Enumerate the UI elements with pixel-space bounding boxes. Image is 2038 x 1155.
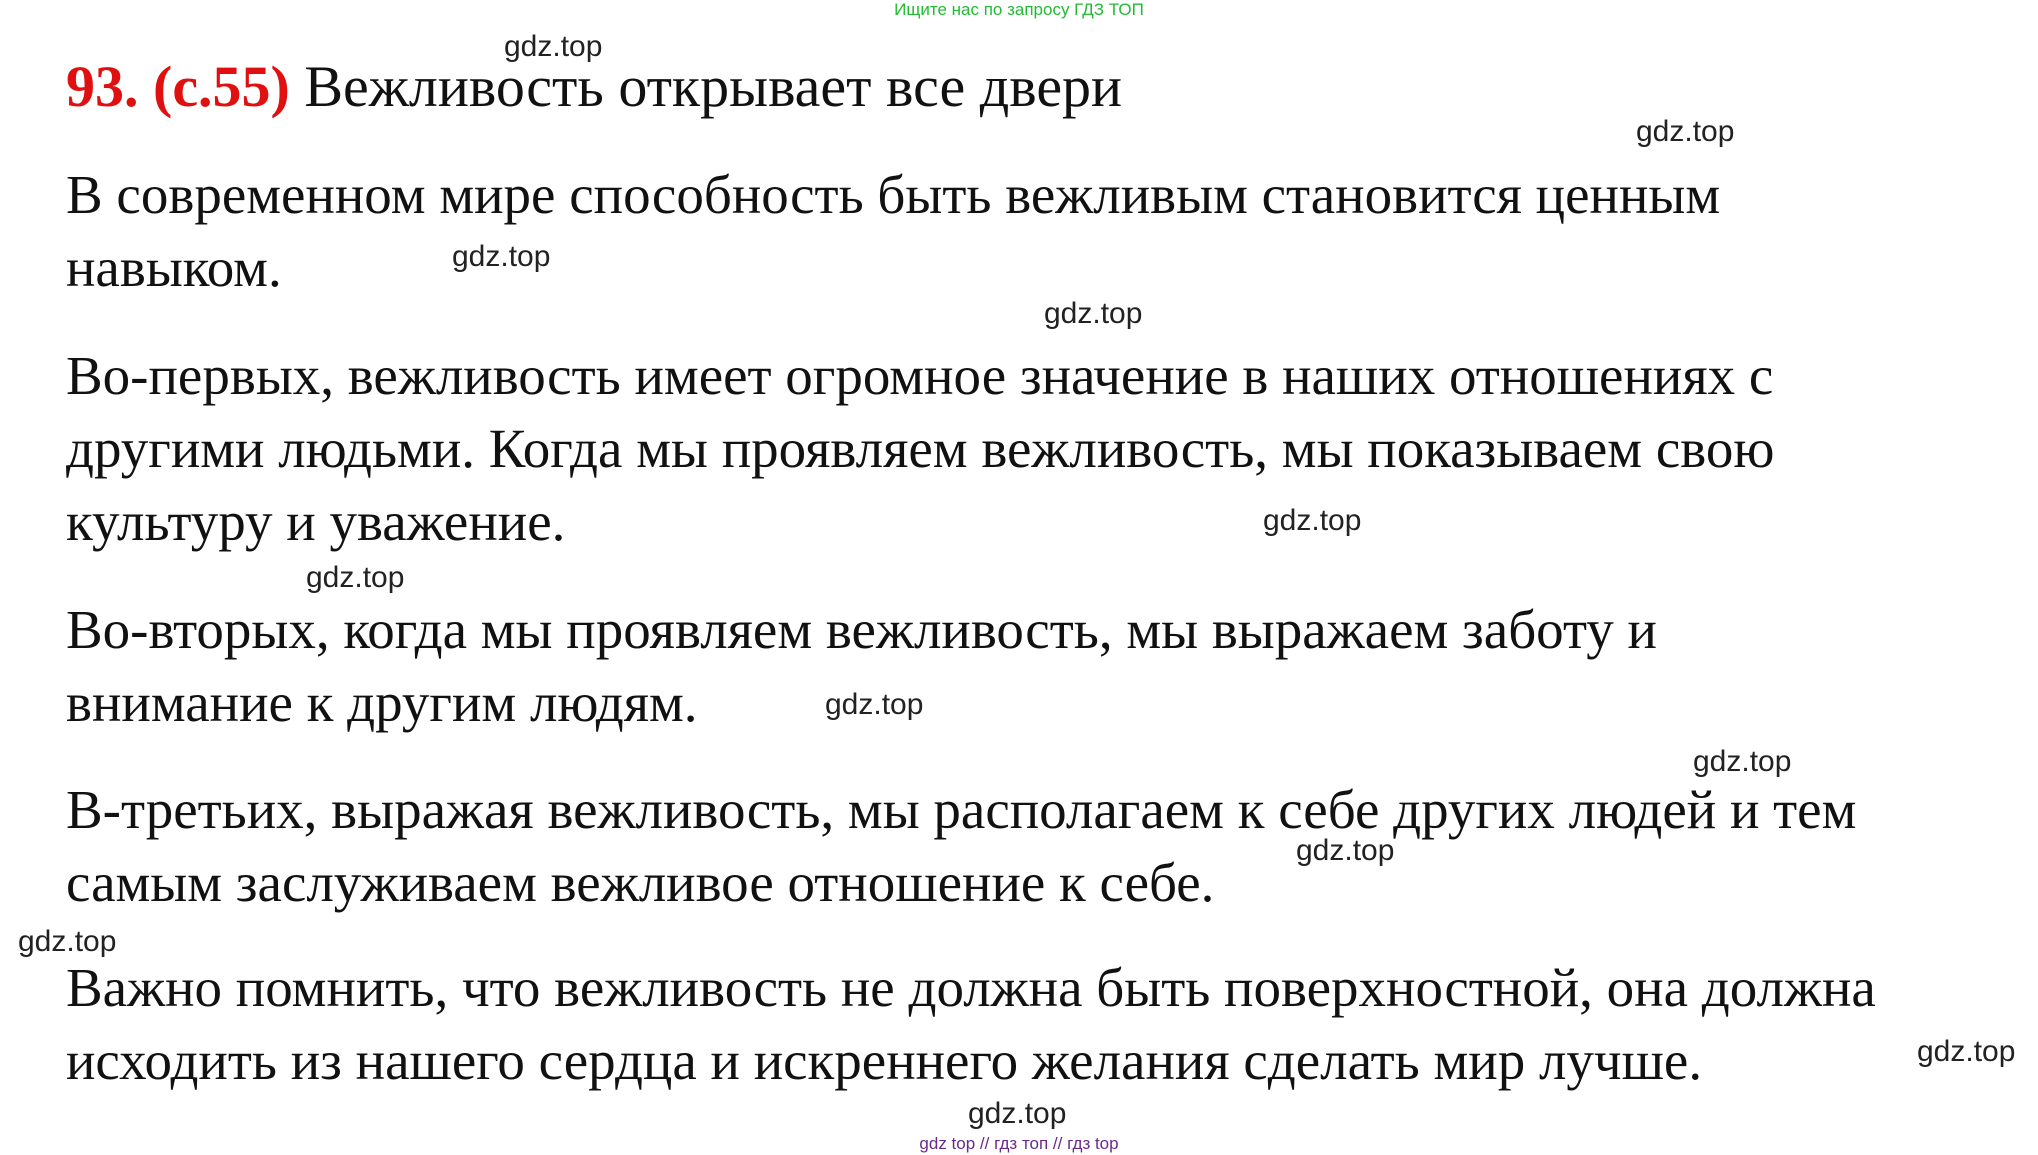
paragraph-third — [66, 773, 1856, 919]
text-line: внимание к другим людям. — [66, 672, 698, 733]
text-line: Во-вторых, когда мы проявляем вежливость, мы выражаем заботу и — [66, 599, 1657, 660]
watermark: gdz.top — [18, 925, 117, 958]
text-line: другими людьми. Когда мы проявляем вежливость, мы показываем свою — [66, 418, 1775, 479]
top-search-note: Ищите нас по запросу ГДЗ ТОП — [894, 0, 1144, 19]
paragraph-intro — [66, 158, 1720, 304]
exercise-number: 93. (с.55) — [66, 54, 290, 119]
text-line: Важно помнить, что вежливость не должна быть поверхностной, она должна — [66, 957, 1876, 1018]
footer-watermark: gdz top // гдз топ // гдз top — [919, 1134, 1119, 1153]
watermark: gdz.top — [306, 561, 405, 594]
exercise-title: Вежливость открывает все двери — [304, 54, 1123, 119]
text-line: исходить из нашего сердца и искреннего желания сделать мир лучше. — [66, 1030, 1703, 1091]
watermark: gdz.top — [1263, 504, 1362, 537]
text-line: самым заслуживаем вежливое отношение к себе. — [66, 852, 1215, 913]
text-line: Во-первых, вежливость имеет огромное значение в наших отношениях с — [66, 345, 1774, 406]
watermark: gdz.top — [1917, 1035, 2016, 1068]
watermark: gdz.top — [1636, 115, 1735, 148]
watermark: gdz.top — [452, 240, 551, 273]
watermark: gdz.top — [504, 30, 603, 63]
watermark: gdz.top — [1693, 745, 1792, 778]
watermark: gdz.top — [968, 1097, 1067, 1130]
watermark: gdz.top — [1296, 834, 1395, 867]
text-line: В-третьих, выражая вежливость, мы располагаем к себе других людей и тем — [66, 779, 1857, 840]
text-line: навыком. — [66, 237, 282, 298]
watermark: gdz.top — [1044, 297, 1143, 330]
paragraph-first — [66, 339, 1774, 558]
text-line: культуру и уважение. — [66, 491, 566, 552]
paragraph-conclusion — [66, 951, 1876, 1097]
watermark: gdz.top — [825, 688, 924, 721]
text-line: В современном мире способность быть вежливым становится ценным — [66, 164, 1721, 225]
